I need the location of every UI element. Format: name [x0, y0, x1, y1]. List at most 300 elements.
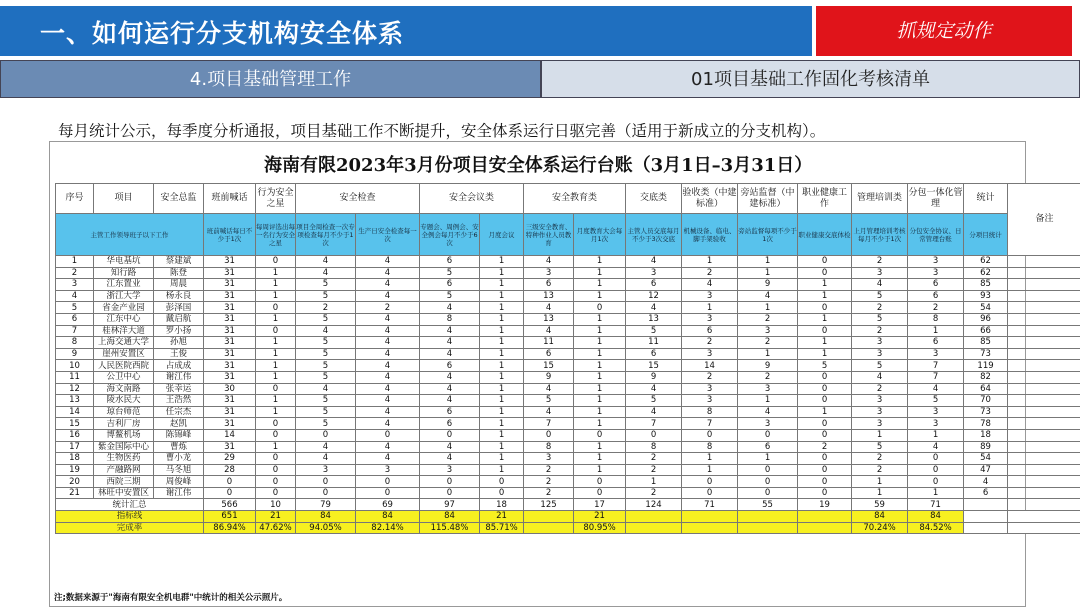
table-cell: 西院三期 — [94, 476, 154, 488]
table-cell: 6 — [626, 279, 682, 291]
table-cell: 5 — [852, 290, 908, 302]
table-row — [56, 337, 1080, 349]
table-cell: 3 — [738, 383, 798, 395]
table-cell: 6 — [682, 325, 738, 337]
table-cell: 崖州安置区 — [94, 348, 154, 360]
table-cell: 5 — [296, 337, 356, 349]
table-cell: 3 — [852, 267, 908, 279]
table-row — [56, 464, 1080, 476]
table-cell: 0 — [682, 476, 738, 488]
summary-cell: 19 — [798, 499, 852, 511]
table-cell: 4 — [420, 395, 480, 407]
summary-cell: 10 — [256, 499, 296, 511]
table-cell: 1 — [480, 325, 524, 337]
table-cell: 0 — [574, 302, 626, 314]
table-cell: 0 — [204, 487, 256, 499]
table-cell: 1 — [480, 348, 524, 360]
table-cell: 9 — [56, 348, 94, 360]
table-cell: 1 — [738, 453, 798, 465]
table-cell: 0 — [798, 476, 852, 488]
table-cell: 5 — [56, 302, 94, 314]
table-cell: 5 — [296, 313, 356, 325]
table-cell: 5 — [296, 406, 356, 418]
remark-cell — [1008, 453, 1080, 465]
table-row — [56, 267, 1080, 279]
table-cell: 4 — [420, 441, 480, 453]
table-cell: 31 — [204, 406, 256, 418]
table-cell: 1 — [256, 348, 296, 360]
table-cell: 1 — [480, 279, 524, 291]
table-cell: 0 — [420, 476, 480, 488]
table-cell: 1 — [738, 256, 798, 268]
table-row — [56, 383, 1080, 395]
table-cell: 1 — [480, 441, 524, 453]
table-cell: 4 — [356, 441, 420, 453]
summary-cell: 21 — [480, 511, 524, 523]
ledger-table-wrap — [55, 183, 1054, 534]
table-cell: 0 — [480, 476, 524, 488]
table-cell: 2 — [798, 441, 852, 453]
table-cell: 31 — [204, 337, 256, 349]
table-cell: 0 — [256, 302, 296, 314]
table-cell: 0 — [798, 487, 852, 499]
table-cell: 4 — [356, 267, 420, 279]
summary-cell: 59 — [852, 499, 908, 511]
table-cell: 产融路网 — [94, 464, 154, 476]
table-cell: 1 — [574, 337, 626, 349]
table-cell: 1 — [480, 464, 524, 476]
table-cell: 93 — [964, 290, 1008, 302]
table-row — [56, 290, 1080, 302]
table-cell: 14 — [682, 360, 738, 372]
table-cell: 1 — [574, 453, 626, 465]
subheader: 月度教育大会每月1次 — [574, 214, 626, 256]
table-cell: 5 — [908, 395, 964, 407]
table-cell: 85 — [964, 279, 1008, 291]
table-cell: 博鳌机场 — [94, 429, 154, 441]
table-cell: 1 — [574, 360, 626, 372]
subheader: 项目全周检查一次专项检查每月不少于1次 — [296, 214, 356, 256]
remark-cell — [1008, 499, 1080, 511]
table-cell: 7 — [524, 418, 574, 430]
table-row — [56, 406, 1080, 418]
table-cell: 1 — [480, 267, 524, 279]
table-cell: 2 — [908, 302, 964, 314]
summary-cell: 115.48% — [420, 522, 480, 534]
table-cell: 曹炼 — [154, 441, 204, 453]
table-cell: 1 — [480, 313, 524, 325]
table-cell: 8 — [682, 406, 738, 418]
table-cell: 7 — [682, 418, 738, 430]
summary-cell — [798, 511, 852, 523]
summary-cell — [682, 511, 738, 523]
table-cell: 0 — [798, 325, 852, 337]
table-cell: 公卫中心 — [94, 371, 154, 383]
table-cell: 周俊峰 — [154, 476, 204, 488]
table-cell: 3 — [626, 267, 682, 279]
table-cell: 4 — [964, 476, 1008, 488]
table-cell: 1 — [574, 418, 626, 430]
table-cell: 21 — [56, 487, 94, 499]
subheader: 上月管理培训考核每月不少于1次 — [852, 214, 908, 256]
table-cell: 0 — [256, 418, 296, 430]
table-cell: 1 — [908, 429, 964, 441]
subtitle-right: 01项目基础工作固化考核清单 — [541, 60, 1080, 98]
table-cell: 1 — [256, 360, 296, 372]
remark-cell — [1008, 267, 1080, 279]
table-cell: 3 — [852, 348, 908, 360]
table-cell: 4 — [420, 371, 480, 383]
summary-cell — [738, 522, 798, 534]
table-cell: 1 — [480, 453, 524, 465]
subheader: 班前喊话每日不少于1次 — [204, 214, 256, 256]
table-cell: 1 — [682, 256, 738, 268]
table-cell: 6 — [908, 290, 964, 302]
table-cell: 2 — [296, 302, 356, 314]
table-cell: 31 — [204, 267, 256, 279]
table-cell: 13 — [524, 313, 574, 325]
table-cell: 0 — [798, 429, 852, 441]
row-label: 完成率 — [56, 522, 204, 534]
subheader: 月度会议 — [480, 214, 524, 256]
table-cell: 张幸运 — [154, 383, 204, 395]
table-cell: 0 — [798, 383, 852, 395]
table-cell: 4 — [356, 290, 420, 302]
subheader: 主管工作领导班子以下工作 — [56, 214, 204, 256]
table-cell: 11 — [524, 337, 574, 349]
table-cell: 4 — [626, 302, 682, 314]
table-cell: 4 — [296, 441, 356, 453]
table-cell: 18 — [964, 429, 1008, 441]
table-cell: 9 — [738, 279, 798, 291]
header-row — [56, 184, 1080, 214]
table-cell: 人民医院西院 — [94, 360, 154, 372]
table-cell: 3 — [738, 325, 798, 337]
table-cell: 知行路 — [94, 267, 154, 279]
table-cell: 0 — [356, 487, 420, 499]
table-cell: 4 — [738, 406, 798, 418]
table-cell: 3 — [682, 313, 738, 325]
table-cell: 6 — [420, 360, 480, 372]
table-cell: 0 — [256, 487, 296, 499]
table-cell: 紫金国际中心 — [94, 441, 154, 453]
summary-total-cell — [964, 522, 1008, 534]
table-cell: 3 — [524, 453, 574, 465]
table-cell: 78 — [964, 418, 1008, 430]
table-cell: 海文南路 — [94, 383, 154, 395]
table-cell: 0 — [798, 302, 852, 314]
table-cell: 0 — [256, 383, 296, 395]
col-header: 交底类 — [626, 184, 682, 214]
section-tag: 抓规定动作 — [816, 6, 1072, 56]
table-cell: 31 — [204, 302, 256, 314]
col-header: 安全会议类 — [420, 184, 524, 214]
table-cell: 1 — [798, 313, 852, 325]
subheader-row — [56, 214, 1080, 256]
table-cell: 31 — [204, 395, 256, 407]
subheader: 主管人员交底每月不少于3次交底 — [626, 214, 682, 256]
remark-cell — [1008, 441, 1080, 453]
summary-cell: 566 — [204, 499, 256, 511]
table-cell: 2 — [524, 464, 574, 476]
table-cell: 0 — [908, 464, 964, 476]
source-note: 注;数据来源于"海南有限安全机电群"中统计的相关公示照片。 — [54, 593, 288, 603]
table-row — [56, 371, 1080, 383]
table-cell: 31 — [204, 360, 256, 372]
table-cell: 4 — [908, 383, 964, 395]
table-cell: 2 — [626, 453, 682, 465]
ledger-table — [55, 183, 1080, 534]
summary-cell: 84.52% — [908, 522, 964, 534]
table-cell: 6 — [420, 406, 480, 418]
table-cell: 1 — [798, 290, 852, 302]
table-cell: 7 — [56, 325, 94, 337]
table-cell: 1 — [480, 302, 524, 314]
table-cell: 11 — [56, 371, 94, 383]
table-cell: 3 — [908, 267, 964, 279]
summary-cell: 18 — [480, 499, 524, 511]
table-cell: 3 — [852, 395, 908, 407]
table-cell: 13 — [56, 395, 94, 407]
table-cell: 3 — [682, 383, 738, 395]
table-cell: 6 — [420, 279, 480, 291]
summary-cell: 82.14% — [356, 522, 420, 534]
table-cell: 4 — [420, 453, 480, 465]
table-cell: 8 — [908, 313, 964, 325]
table-cell: 31 — [204, 313, 256, 325]
table-cell: 马冬旭 — [154, 464, 204, 476]
table-cell: 1 — [682, 302, 738, 314]
table-cell: 4 — [356, 395, 420, 407]
table-cell: 2 — [738, 337, 798, 349]
table-cell: 6 — [908, 279, 964, 291]
table-row — [56, 279, 1080, 291]
table-cell: 1 — [574, 267, 626, 279]
table-cell: 4 — [738, 290, 798, 302]
subheader: 分包安全协议、日常管理台账 — [908, 214, 964, 256]
summary-cell — [524, 522, 574, 534]
table-cell: 谢江伟 — [154, 371, 204, 383]
table-cell: 31 — [204, 441, 256, 453]
table-cell: 1 — [480, 290, 524, 302]
summary-cell: 47.62% — [256, 522, 296, 534]
remark-header: 备注 — [1008, 184, 1080, 256]
table-row — [56, 441, 1080, 453]
table-cell: 2 — [852, 453, 908, 465]
table-cell: 4 — [420, 302, 480, 314]
table-cell: 4 — [356, 256, 420, 268]
table-cell: 13 — [626, 313, 682, 325]
table-cell: 1 — [574, 395, 626, 407]
table-cell: 4 — [626, 256, 682, 268]
col-header: 序号 — [56, 184, 94, 214]
summary-cell — [524, 511, 574, 523]
table-row — [56, 325, 1080, 337]
table-cell: 2 — [682, 337, 738, 349]
summary-cell: 124 — [626, 499, 682, 511]
table-cell: 2 — [738, 313, 798, 325]
table-cell: 2 — [852, 302, 908, 314]
section-title: 一、如何运行分支机构安全体系 — [40, 19, 405, 48]
summary-cell — [738, 511, 798, 523]
table-cell: 54 — [964, 302, 1008, 314]
table-cell: 7 — [908, 360, 964, 372]
table-cell: 1 — [682, 453, 738, 465]
remark-cell — [1008, 487, 1080, 499]
table-cell: 江东中心 — [94, 313, 154, 325]
table-cell: 5 — [626, 395, 682, 407]
target-row — [56, 511, 1080, 523]
subheader: 每周评选出每一名行为安全之星 — [256, 214, 296, 256]
table-cell: 4 — [296, 325, 356, 337]
table-row — [56, 302, 1080, 314]
table-cell: 3 — [908, 348, 964, 360]
col-header: 验收类（中建标准） — [682, 184, 738, 214]
table-cell: 1 — [574, 256, 626, 268]
table-cell: 15 — [524, 360, 574, 372]
table-cell: 3 — [296, 464, 356, 476]
table-cell: 1 — [908, 325, 964, 337]
table-cell: 0 — [738, 487, 798, 499]
table-cell: 2 — [852, 464, 908, 476]
summary-cell: 84 — [908, 511, 964, 523]
table-cell: 1 — [852, 487, 908, 499]
table-cell: 6 — [420, 256, 480, 268]
table-cell: 任宗杰 — [154, 406, 204, 418]
summary-cell: 80.95% — [574, 522, 626, 534]
table-cell: 119 — [964, 360, 1008, 372]
summary-cell: 97 — [420, 499, 480, 511]
table-cell: 1 — [480, 360, 524, 372]
summary-row — [56, 499, 1080, 511]
remark-cell — [1008, 290, 1080, 302]
table-row — [56, 313, 1080, 325]
summary-cell: 21 — [256, 511, 296, 523]
summary-cell: 84 — [420, 511, 480, 523]
remark-cell — [1008, 511, 1080, 523]
table-cell: 1 — [798, 348, 852, 360]
table-cell: 1 — [574, 348, 626, 360]
table-cell: 31 — [204, 290, 256, 302]
remark-cell — [1008, 348, 1080, 360]
table-cell: 1 — [480, 371, 524, 383]
summary-cell: 84 — [356, 511, 420, 523]
remark-cell — [1008, 279, 1080, 291]
table-cell: 62 — [964, 256, 1008, 268]
table-cell: 4 — [356, 348, 420, 360]
table-cell: 王浩然 — [154, 395, 204, 407]
table-cell: 31 — [204, 348, 256, 360]
table-cell: 彭泽国 — [154, 302, 204, 314]
table-cell: 30 — [204, 383, 256, 395]
table-cell: 47 — [964, 464, 1008, 476]
table-cell: 6 — [626, 348, 682, 360]
table-cell: 11 — [626, 337, 682, 349]
table-cell: 2 — [682, 371, 738, 383]
table-cell: 0 — [798, 464, 852, 476]
table-cell: 1 — [480, 429, 524, 441]
table-cell: 0 — [682, 487, 738, 499]
summary-cell: 79 — [296, 499, 356, 511]
table-cell: 5 — [420, 267, 480, 279]
table-cell: 4 — [908, 441, 964, 453]
table-cell: 2 — [626, 487, 682, 499]
remark-cell — [1008, 360, 1080, 372]
col-header: 职业健康工作 — [798, 184, 852, 214]
table-cell: 0 — [356, 476, 420, 488]
table-cell: 1 — [908, 487, 964, 499]
table-cell: 4 — [356, 383, 420, 395]
table-cell: 3 — [682, 290, 738, 302]
table-cell: 2 — [852, 325, 908, 337]
table-cell: 1 — [574, 383, 626, 395]
table-cell: 89 — [964, 441, 1008, 453]
table-cell: 5 — [296, 348, 356, 360]
table-cell: 17 — [56, 441, 94, 453]
table-cell: 省金产业园 — [94, 302, 154, 314]
table-cell: 2 — [56, 267, 94, 279]
table-cell: 31 — [204, 418, 256, 430]
table-cell: 上海交通大学 — [94, 337, 154, 349]
table-cell: 6 — [908, 337, 964, 349]
table-cell: 8 — [420, 313, 480, 325]
table-cell: 桂林洋大道 — [94, 325, 154, 337]
col-header: 项目 — [94, 184, 154, 214]
summary-total-cell — [964, 499, 1008, 511]
table-cell: 4 — [356, 313, 420, 325]
table-cell: 0 — [480, 487, 524, 499]
ledger-title: 海南有限2023年3月份项目安全体系运行台账（3月1日–3月31日） — [264, 155, 813, 176]
table-cell: 0 — [574, 476, 626, 488]
col-header: 安全总监 — [154, 184, 204, 214]
table-cell: 4 — [356, 371, 420, 383]
subheader: 机械设备、临电、脚手架验收 — [682, 214, 738, 256]
subheader: 旁站监督每项不少于1次 — [738, 214, 798, 256]
table-cell: 1 — [480, 418, 524, 430]
table-cell: 4 — [420, 383, 480, 395]
table-cell: 杨永良 — [154, 290, 204, 302]
table-cell: 4 — [420, 337, 480, 349]
table-cell: 0 — [256, 453, 296, 465]
ledger-body — [56, 256, 1080, 534]
col-header: 行为安全之星 — [256, 184, 296, 214]
summary-cell — [798, 522, 852, 534]
table-cell: 1 — [256, 441, 296, 453]
table-cell: 66 — [964, 325, 1008, 337]
col-header: 安全检查 — [296, 184, 420, 214]
table-cell: 1 — [682, 464, 738, 476]
table-cell: 0 — [574, 487, 626, 499]
table-row — [56, 487, 1080, 499]
table-cell: 0 — [204, 476, 256, 488]
table-cell: 1 — [256, 313, 296, 325]
table-cell: 1 — [574, 441, 626, 453]
summary-cell: 651 — [204, 511, 256, 523]
table-cell: 4 — [420, 325, 480, 337]
table-cell: 赵凯 — [154, 418, 204, 430]
table-cell: 4 — [356, 325, 420, 337]
table-row — [56, 360, 1080, 372]
table-cell: 54 — [964, 453, 1008, 465]
subheader: 三级安全教育、特种作业人员教育 — [524, 214, 574, 256]
summary-cell — [626, 511, 682, 523]
table-cell: 4 — [524, 256, 574, 268]
table-row — [56, 395, 1080, 407]
table-cell: 9 — [524, 371, 574, 383]
table-cell: 0 — [356, 429, 420, 441]
table-cell: 0 — [524, 429, 574, 441]
remark-cell — [1008, 406, 1080, 418]
